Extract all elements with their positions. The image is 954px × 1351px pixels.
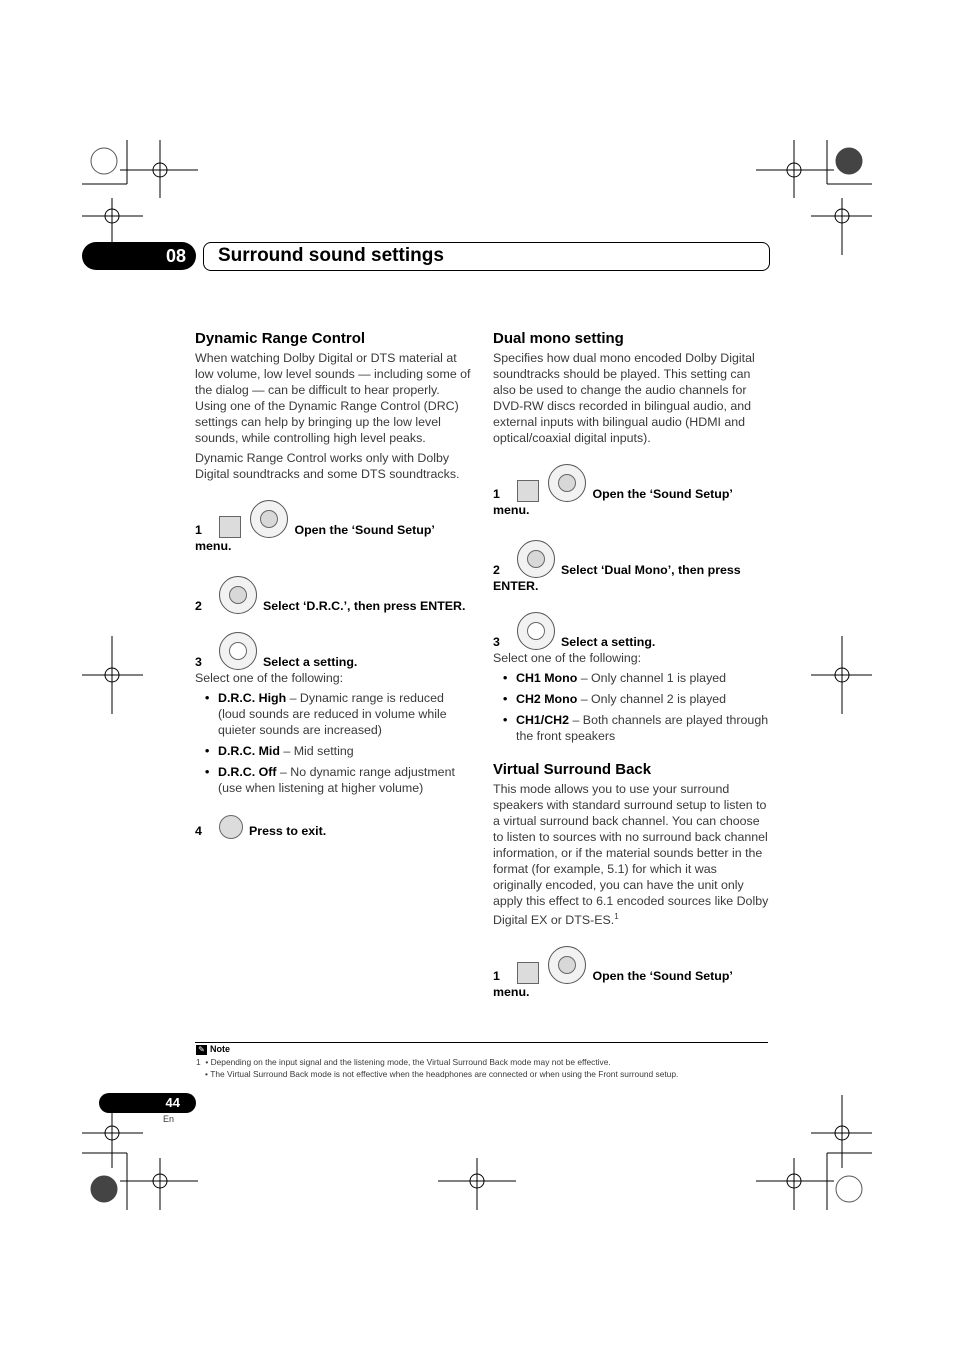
- button-icon: [517, 962, 539, 984]
- vsb-para1: This mode allows you to use your surround speakers with standard surround setup to listen to a virtual surround back channel. You can choose to listen to sources with no surround back channel information, or if the material sounds better in the format (for example, 5.1) for which it was originally encoded, you can have the unit only apply this effect to 6.1 encoded sources like Dolby Digital EX or DTS-ES.$^1$: [493, 782, 769, 928]
- dual-step-2: 2 Select ‘Dual Mono’, then press ENTER.: [493, 540, 769, 594]
- page-number: 44: [165, 1095, 180, 1110]
- dual-para1: Specifies how dual mono encoded Dolby Digital soundtracks should be played. This setting can also be used to change the audio channels for DVD-RW discs recorded in bilingual audio, and external inputs with bilingual audio (HDMI and optical/coaxial digital inputs).: [493, 351, 755, 445]
- button-icon: [517, 480, 539, 502]
- pencil-icon: ✎: [196, 1045, 207, 1055]
- list-item: • CH2 Mono – Only channel 2 is played: [503, 692, 727, 706]
- chapter-number: 08: [165, 246, 186, 266]
- joystick-icon: [517, 612, 555, 650]
- dual-heading: Dual mono setting: [493, 330, 624, 347]
- dual-step-1: 1 Open the ‘Sound Setup’ menu.: [493, 464, 769, 518]
- dual-step-3: 3 Select a setting.: [493, 612, 769, 650]
- drc-step-1: 1 Open the ‘Sound Setup’ menu.: [195, 500, 471, 554]
- drc-heading: Dynamic Range Control: [195, 330, 366, 347]
- round-button-icon: [219, 815, 243, 839]
- note-title: ✎ Note: [196, 1044, 230, 1055]
- list-item: • CH1 Mono – Only channel 1 is played: [503, 671, 727, 685]
- dual-select-intro: Select one of the following:: [493, 651, 642, 665]
- drc-para1: When watching Dolby Digital or DTS material at low volume, low level sounds — including some of the dialog — can be difficult to hear properly. Using one of the Dynamic Range Control (DRC) settings can help by bringing up the low level sounds, while controlling high level peaks.: [195, 351, 471, 445]
- vsb-step-1: 1 Open the ‘Sound Setup’ menu.: [493, 946, 769, 1000]
- chapter-title: Surround sound settings: [218, 245, 444, 266]
- drc-step-4: 4 Press to exit.: [195, 815, 471, 839]
- right-column: [493, 330, 769, 1000]
- note-item-2: • The Virtual Surround Back mode is not effective when the headphones are connected or when using the Front surround setup.: [205, 1069, 679, 1079]
- button-icon: [219, 516, 241, 538]
- list-item: • D.R.C. High – Dynamic range is reduced (loud sounds are reduced in volume while quieter sounds are increased): [205, 691, 447, 737]
- list-item: • CH1/CH2 – Both channels are played through the front speakers: [503, 713, 769, 743]
- vsb-heading: Virtual Surround Back: [493, 761, 652, 778]
- footnote-ref: 1: [614, 912, 619, 921]
- note-divider: [195, 1042, 768, 1043]
- dual-options: [493, 670, 769, 744]
- drc-step-2: 2 Select ‘D.R.C.’, then press ENTER.: [195, 576, 471, 614]
- joystick-icon: [517, 540, 555, 578]
- joystick-icon: [219, 632, 257, 670]
- joystick-icon: [250, 500, 288, 538]
- list-item: • D.R.C. Off – No dynamic range adjustment (use when listening at higher volume): [205, 765, 455, 795]
- drc-step-3: 3 Select a setting.: [195, 632, 471, 670]
- drc-options: [195, 690, 471, 796]
- joystick-icon: [548, 464, 586, 502]
- page-language: En: [163, 1114, 175, 1124]
- drc-select-intro: Select one of the following:: [195, 671, 344, 685]
- joystick-icon: [548, 946, 586, 984]
- left-column: [195, 330, 471, 839]
- note-item-1: 1 • Depending on the input signal and the listening mode, the Virtual Surround Back mode may not be effective.: [196, 1057, 611, 1067]
- drc-para2: Dynamic Range Control works only with Dolby Digital soundtracks and some DTS soundtracks.: [195, 451, 460, 481]
- list-item: • D.R.C. Mid – Mid setting: [205, 744, 354, 758]
- joystick-icon: [219, 576, 257, 614]
